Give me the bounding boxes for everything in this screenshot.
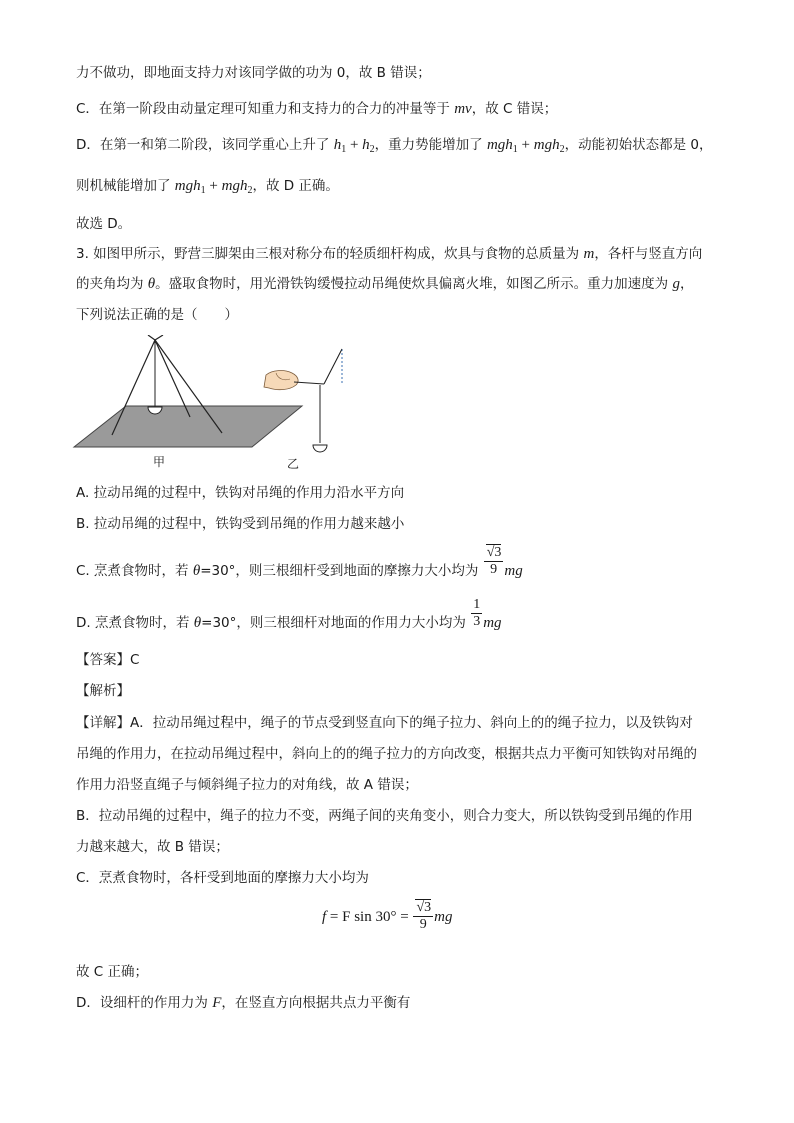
fraction: $\frac{√3}{9}$ (484, 545, 504, 578)
analysis-label: 【解析】 (76, 683, 130, 699)
formula: f = F sin 30° = $\frac{√3}{9}$ mg (322, 900, 453, 932)
hand-icon (264, 371, 298, 390)
text-line: 故选 D。 (76, 216, 132, 232)
question-stem: 下列说法正确的是（ ） (76, 307, 238, 323)
text-line: D．在第一和第二阶段，该同学重心上升了 $h_1 + h_2$，重力势能增加了 mgh$_1$ + mgh$_2$，动能初始状态都是 0， (76, 137, 713, 155)
option-a: A. 拉动吊绳的过程中，铁钩对吊绳的作用力沿水平方向 (76, 485, 405, 501)
text-line: D．设细杆的作用力为 F，在竖直方向根据共点力平衡有 (76, 995, 411, 1011)
text-line: 吊绳的作用力，在拉动吊绳过程中，斜向上的的绳子拉力的方向改变，根据共点力平衡可知铁钩对吊绳的 (76, 746, 697, 762)
option-c: C. 烹煮食物时，若 θ=30°，则三根细杆受到地面的摩擦力大小均为 $\frac{√3}{9}$ mg (76, 544, 523, 579)
text-line: 力不做功，即地面支持力对该同学做的功为 0，故 B 错误； (76, 65, 431, 81)
fraction: $\frac{1}{3}$ (473, 596, 481, 629)
text-line: 作用力沿竖直绳子与倾斜绳子拉力的对角线，故 A 错误； (76, 777, 418, 793)
tripod-figure (70, 335, 370, 470)
text-line: 则机械能增加了 mgh$_1$ + mgh$_2$，故 D 正确。 (76, 178, 339, 196)
tripod-leg (155, 340, 190, 417)
option-d: D. 烹煮食物时，若 θ=30°，则三根细杆对地面的作用力大小均为 $\frac{1}{3}$ mg (76, 596, 502, 631)
text-line: C．在第一阶段由动量定理可知重力和支持力的合力的冲量等于 mv，故 C 错误； (76, 101, 558, 117)
fraction: $\frac{√3}{9}$ (413, 900, 433, 933)
question-stem: 的夹角均为 θ。盛取食物时，用光滑铁钩缓慢拉动吊绳使炊具偏离火堆，如图乙所示。重力加速度为 g， (76, 276, 694, 292)
iron-hook (294, 382, 324, 384)
text-line: B．拉动吊绳的过程中，绳子的拉力不变，两绳子间的夹角变小，则合力变大，所以铁钩受到吊绳的作用 (76, 808, 693, 824)
question-stem: 3. 如图甲所示，野营三脚架由三根对称分布的轻质细杆构成，炊具与食物的总质量为 m，各杆与竖直方向 (76, 246, 703, 262)
answer-label: 【答案】C (76, 652, 140, 668)
pot (313, 445, 327, 452)
text-line: C．烹煮食物时，各杆受到地面的摩擦力大小均为 (76, 870, 369, 886)
text-line: 力越来越大，故 B 错误； (76, 839, 229, 855)
question-figure (70, 335, 370, 474)
text-line: 【详解】A．拉动吊绳过程中，绳子的节点受到竖直向下的绳子拉力、斜向上的的绳子拉力，以及铁钩对 (76, 715, 693, 731)
figure-caption: 乙 (287, 457, 300, 471)
text-line: 故 C 正确； (76, 964, 149, 980)
option-b: B. 拉动吊绳的过程中，铁钩受到吊绳的作用力越来越小 (76, 516, 405, 532)
figure-caption: 甲 (153, 455, 166, 469)
